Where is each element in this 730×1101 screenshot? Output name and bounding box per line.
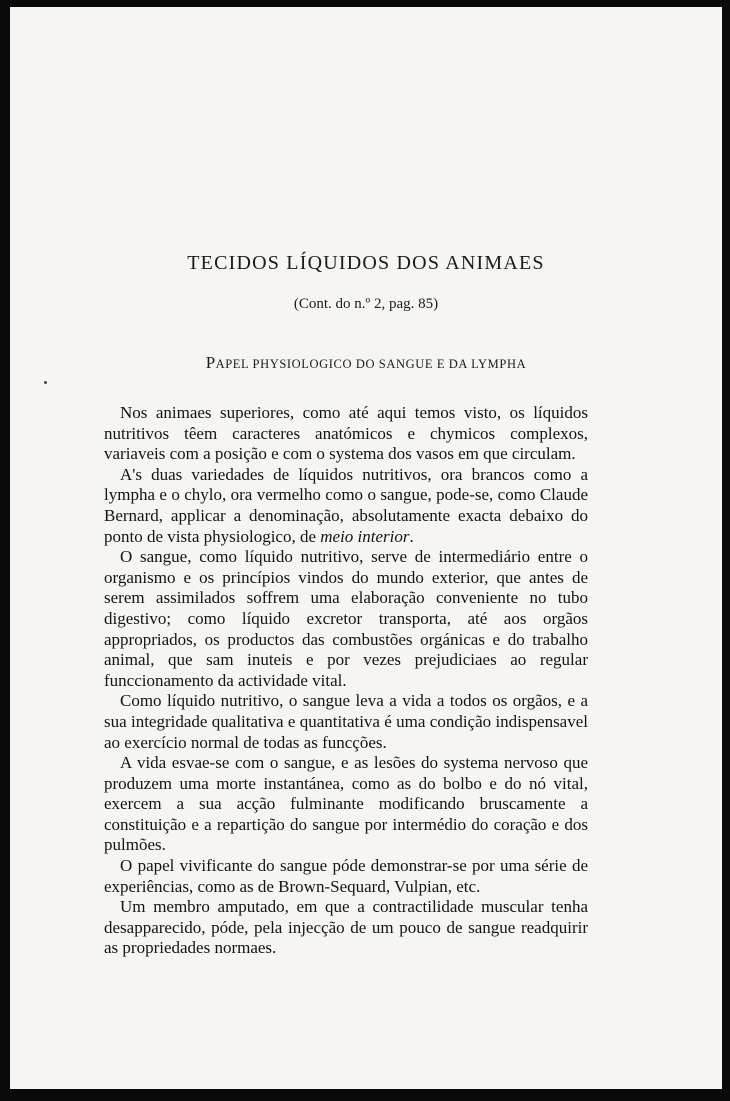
section-heading [10,353,722,373]
paragraph-4: Como líquido nutritivo, o sangue leva a vida a todos os orgãos, e a sua integridade qualitativa e quantitativa é uma condição indispensavel ao exercício normal de todas as funcções. [104,691,588,752]
section-heading-rest: APEL PHYSIOLOGICO DO SANGUE E DA LYMPHA [215,357,527,371]
paragraph-6: O papel vivificante do sangue póde demonstrar-se por uma série de experiências, como as de Brown-Sequard, Vulpian, etc. [104,856,588,896]
document-page [10,7,722,1089]
paragraph-7: Um membro amputado, em que a contractilidade muscular tenha desapparecido, póde, pela injecção de um pouco de sangue readquirir as propriedades normaes. [104,897,588,958]
bleed-through-shadow [100,97,660,118]
stray-mark [44,381,47,384]
paragraph-3: O sangue, como líquido nutritivo, serve de intermediário entre o organismo e os princípios vindos do mundo exterior, que antes de serem assimilados soffrem uma elaboração conveniente no tubo digestivo; como líquido excretor transporta, até aos orgãos appropriados, os productos das combustões orgánicas e do trabalho animal, que sam inuteis e por vezes prejudiciaes ao regular funccionamento da actividade vital. [104,547,588,690]
paragraph-1: Nos animaes superiores, como até aqui temos visto, os líquidos nutritivos têem caracteres anatómicos e chymicos complexos, variaveis com a posição e com o systema dos vasos em que circulam. [104,403,588,464]
article-body [104,403,588,959]
paragraph-2 [104,465,588,547]
section-heading-initial: P [205,353,216,372]
italic-term-end: . [409,526,414,546]
paragraph-2-text: A's duas variedades de líquidos nutritivos, ora brancos como a lympha e o chylo, ora vermelho como o sangue, pode-se, como Claude Bernard, applicar a denominação, absolutamente exacta debaixo do ponto de vista physiologico, de [104,464,588,546]
paragraph-5: A vida esvae-se com o sangue, e as lesões do systema nervoso que produzem uma morte instantánea, como as do bolbo e do nó vital, exercem a sua acção fulminante modificando bruscamente a constituição e a repartição do sangue por intermédio do coração e dos pulmões. [104,753,588,855]
italic-term: meio interior [320,526,410,546]
article-title: TECIDOS LÍQUIDOS DOS ANIMAES [187,252,545,274]
article-subtitle: (Cont. do n.º 2, pag. 85) [293,296,439,312]
